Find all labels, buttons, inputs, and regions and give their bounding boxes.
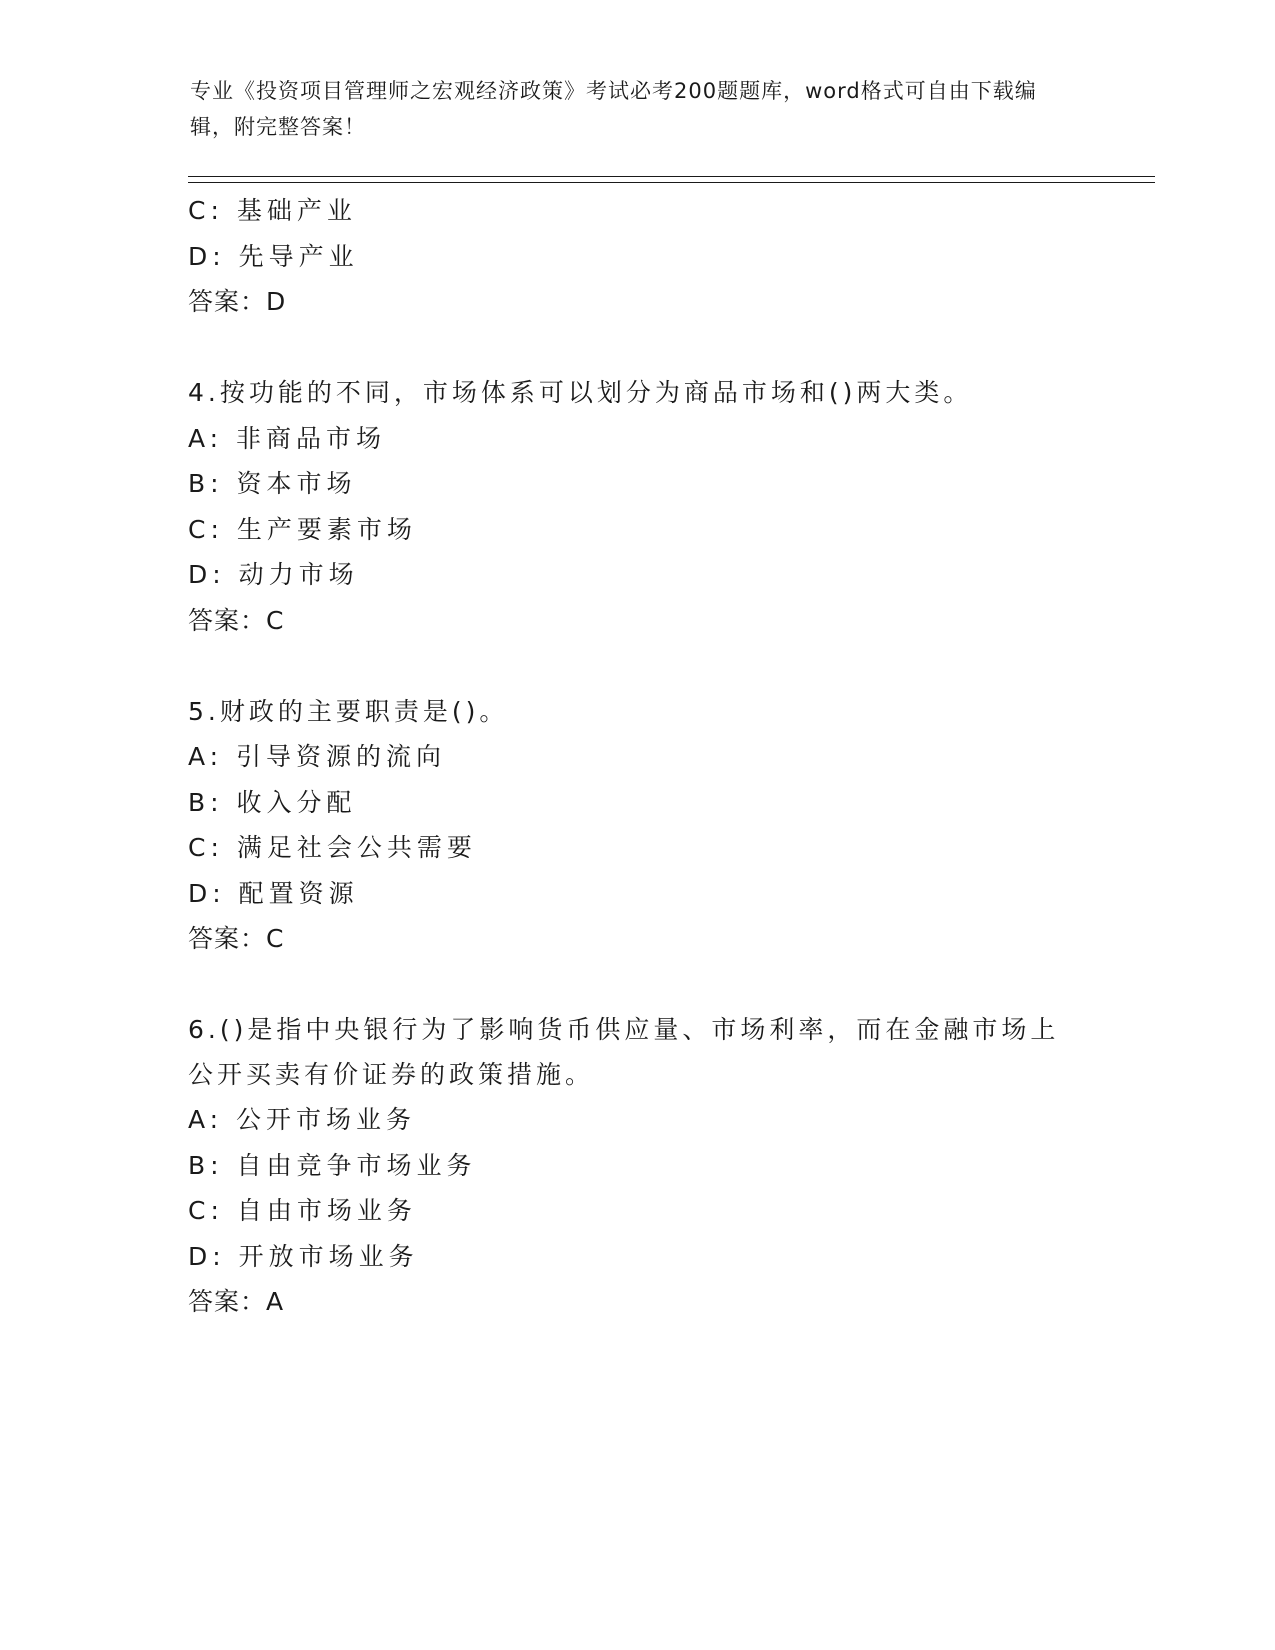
answer-line: 答案：C (188, 924, 285, 953)
option-c: C: 基础产业 (188, 196, 357, 225)
question-stem: 4.按功能的不同，市场体系可以划分为商品市场和()两大类。 (188, 378, 973, 407)
option-c: C: 满足社会公共需要 (188, 833, 477, 862)
answer-line: 答案：A (188, 1287, 285, 1316)
option-c: C: 自由市场业务 (188, 1196, 417, 1225)
option-d: D: 配置资源 (188, 878, 359, 908)
option-a: A: 引导资源的流向 (188, 742, 447, 771)
option-a: A: 公开市场业务 (188, 1105, 417, 1134)
option-b: B: 资本市场 (188, 469, 357, 498)
header-rule-top (188, 176, 1155, 177)
question-spacer (188, 325, 1088, 370)
question-content (188, 188, 1088, 1325)
header-rule-bottom (188, 182, 1155, 183)
question-stem: 5.财政的主要职责是()。 (188, 696, 509, 726)
question-block (188, 370, 1088, 644)
question-block (188, 689, 1088, 963)
document-header: 专业《投资项目管理师之宏观经济政策》考试必考200题题库，word格式可自由下载编辑，附完整答案！ (190, 79, 1037, 139)
option-d: D: 开放市场业务 (188, 1241, 419, 1271)
option-a: A: 非商品市场 (188, 423, 387, 453)
option-c: C: 生产要素市场 (188, 514, 417, 544)
option-b: B: 自由竞争市场业务 (188, 1150, 477, 1180)
question-spacer (188, 644, 1088, 689)
option-d: D: 先导产业 (188, 241, 359, 271)
answer-line: 答案：D (188, 287, 287, 316)
question-block (188, 1007, 1088, 1325)
question-stem: 6.()是指中央银行为了影响货币供应量、市场利率，而在金融市场上公开买卖有价证券的政策措施。 (188, 1015, 1060, 1089)
answer-line: 答案：C (188, 605, 285, 635)
option-b: B: 收入分配 (188, 787, 357, 817)
question-spacer (188, 962, 1088, 1007)
option-d: D: 动力市场 (188, 560, 359, 589)
